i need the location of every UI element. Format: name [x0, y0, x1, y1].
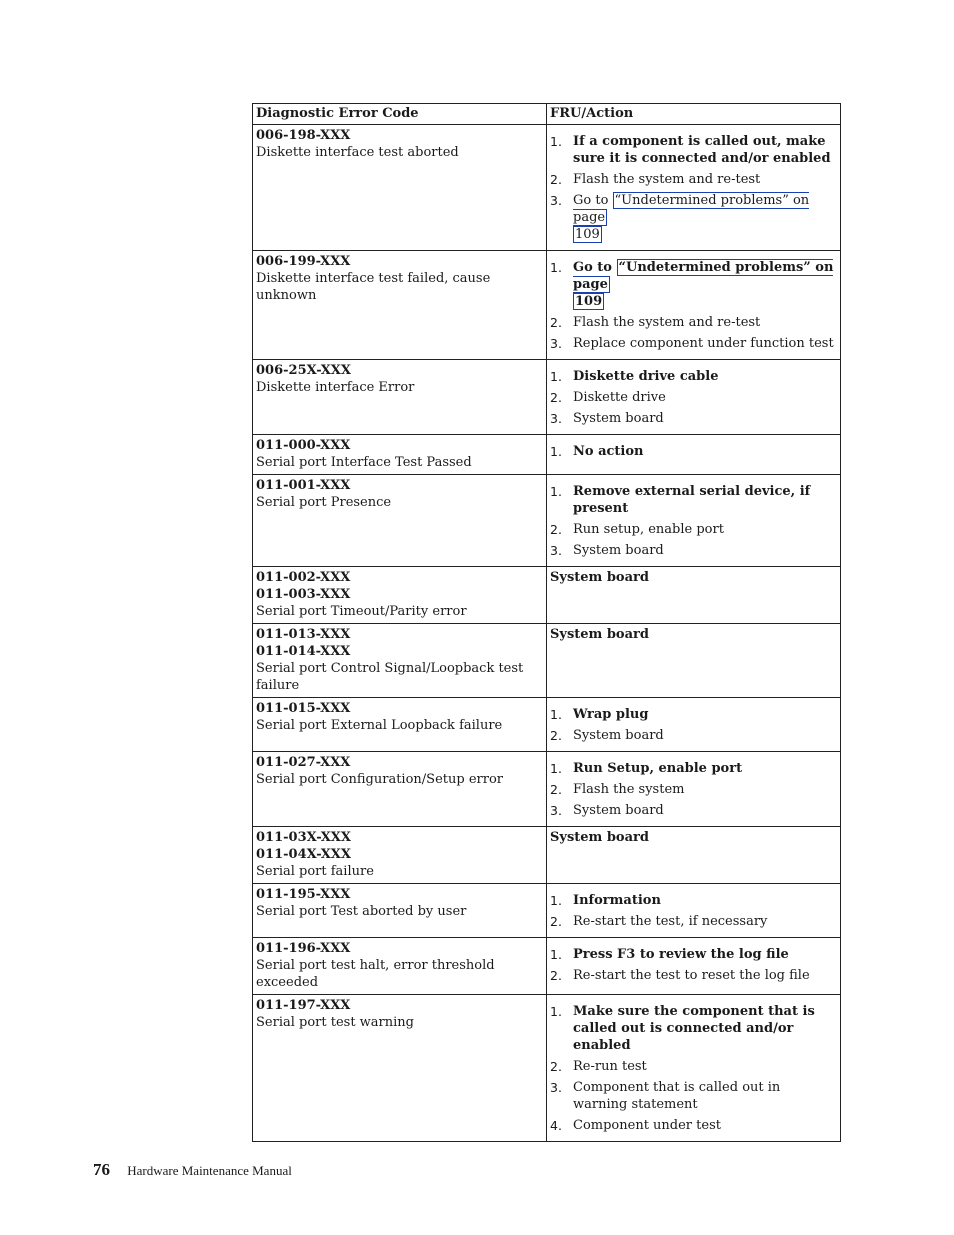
action-list — [550, 259, 837, 352]
action-number: 4. — [550, 1118, 562, 1133]
action-text: System board — [573, 728, 664, 743]
error-description: Serial port Control Signal/Loopback test failure — [256, 661, 524, 693]
action-item — [550, 368, 837, 385]
action-number: 1. — [550, 484, 562, 499]
action-list — [550, 946, 837, 984]
action-text-prefix: Go to — [573, 260, 617, 275]
cross-reference-link[interactable]: “Undetermined problems” on page — [573, 193, 810, 225]
error-code-cell — [253, 435, 547, 475]
action-text: Press F3 to review the log file — [573, 947, 789, 962]
error-description: Serial port Configuration/Setup error — [256, 772, 503, 787]
action-text: System board — [573, 543, 664, 558]
fru-action-cell — [547, 360, 841, 435]
action-text: Flash the system and re-test — [573, 315, 761, 330]
table-row — [253, 827, 841, 884]
error-description: Diskette interface Error — [256, 380, 415, 395]
table-row — [253, 698, 841, 752]
action-list — [550, 760, 837, 819]
action-number: 1. — [550, 260, 562, 275]
error-description: Serial port Test aborted by user — [256, 904, 467, 919]
action-list — [550, 443, 837, 460]
action-list — [550, 483, 837, 559]
action-text: Run Setup, enable port — [573, 761, 743, 776]
action-number: 3. — [550, 411, 562, 426]
fru-action-cell — [547, 827, 841, 884]
action-item — [550, 1003, 837, 1054]
error-code: 011-04X-XXX — [256, 847, 351, 862]
action-text: Wrap plug — [573, 707, 649, 722]
action-number: 1. — [550, 369, 562, 384]
action-item — [550, 314, 837, 331]
error-code-cell — [253, 698, 547, 752]
error-description: Serial port Presence — [256, 495, 392, 510]
action-item — [550, 913, 837, 930]
error-code: 006-198-XXX — [256, 128, 351, 143]
page-footer — [93, 1160, 292, 1180]
error-code: 011-001-XXX — [256, 478, 351, 493]
action-item — [550, 171, 837, 188]
error-description: Serial port test halt, error threshold exceeded — [256, 958, 495, 990]
action-item — [550, 967, 837, 984]
action-item — [550, 410, 837, 427]
action-item — [550, 1058, 837, 1075]
fru-action-cell — [547, 698, 841, 752]
action-text-prefix: Go to — [573, 193, 613, 208]
action-item — [550, 1117, 837, 1134]
action-number: 1. — [550, 893, 562, 908]
error-code-cell — [253, 624, 547, 698]
fru-action-cell — [547, 752, 841, 827]
action-item — [550, 192, 837, 243]
action-item — [550, 727, 837, 744]
action-text: Component under test — [573, 1118, 721, 1133]
error-code: 011-015-XXX — [256, 701, 351, 716]
error-code-cell — [253, 125, 547, 251]
action-item — [550, 706, 837, 723]
action-list — [550, 706, 837, 744]
error-code: 011-196-XXX — [256, 941, 351, 956]
error-code-cell — [253, 938, 547, 995]
action-text — [573, 192, 809, 243]
action-item — [550, 389, 837, 406]
error-code: 011-195-XXX — [256, 887, 351, 902]
error-code-cell — [253, 884, 547, 938]
action-item — [550, 781, 837, 798]
error-code: 006-199-XXX — [256, 254, 351, 269]
header-error-code: Diagnostic Error Code — [253, 104, 547, 125]
error-code-cell — [253, 475, 547, 567]
action-number: 2. — [550, 914, 562, 929]
action-number: 1. — [550, 947, 562, 962]
action-text: Information — [573, 893, 661, 908]
cross-reference-page-link[interactable]: 109 — [575, 294, 603, 309]
table-row — [253, 360, 841, 435]
action-number: 2. — [550, 1059, 562, 1074]
action-text: Flash the system — [573, 782, 685, 797]
action-item — [550, 443, 837, 460]
action-number: 2. — [550, 782, 562, 797]
fru-action-cell — [547, 995, 841, 1142]
fru-action-text: System board — [550, 627, 649, 642]
fru-action-cell — [547, 884, 841, 938]
error-code: 011-03X-XXX — [256, 830, 351, 845]
action-number: 1. — [550, 707, 562, 722]
action-list — [550, 133, 837, 243]
action-text: No action — [573, 444, 644, 459]
table-row — [253, 995, 841, 1142]
action-text: Run setup, enable port — [573, 522, 724, 537]
action-number: 2. — [550, 968, 562, 983]
action-number: 2. — [550, 172, 562, 187]
action-text: Replace component under function test — [573, 336, 834, 351]
error-code: 011-003-XXX — [256, 587, 351, 602]
header-fru-action: FRU/Action — [547, 104, 841, 125]
action-text: If a component is called out, make sure it is connected and/or enabled — [573, 134, 831, 166]
action-item — [550, 259, 837, 310]
action-number: 2. — [550, 390, 562, 405]
fru-action-text: System board — [550, 570, 649, 585]
action-number: 1. — [550, 134, 562, 149]
error-code: 011-014-XXX — [256, 644, 351, 659]
action-list — [550, 1003, 837, 1134]
error-description: Diskette interface test aborted — [256, 145, 459, 160]
action-number: 2. — [550, 522, 562, 537]
footer-title: Hardware Maintenance Manual — [127, 1163, 292, 1178]
action-item — [550, 760, 837, 777]
error-code-cell — [253, 827, 547, 884]
fru-action-cell — [547, 125, 841, 251]
table-row — [253, 251, 841, 360]
action-text: Flash the system and re-test — [573, 172, 761, 187]
error-code-cell — [253, 251, 547, 360]
action-number: 1. — [550, 1004, 562, 1019]
action-item — [550, 542, 837, 559]
error-code-cell — [253, 360, 547, 435]
action-item — [550, 802, 837, 819]
action-number: 3. — [550, 803, 562, 818]
table-row — [253, 938, 841, 995]
error-description: Diskette interface test failed, cause unknown — [256, 271, 491, 303]
action-item — [550, 133, 837, 167]
error-description: Serial port failure — [256, 864, 374, 879]
fru-action-cell — [547, 475, 841, 567]
fru-action-cell — [547, 567, 841, 624]
table-row — [253, 624, 841, 698]
action-text: Remove external serial device, if present — [573, 484, 811, 516]
table-row — [253, 567, 841, 624]
page-number: 76 — [93, 1160, 110, 1179]
cross-reference-page-link[interactable]: 109 — [575, 227, 600, 242]
error-description: Serial port External Loopback failure — [256, 718, 503, 733]
table-body — [253, 125, 841, 1142]
action-number: 3. — [550, 1080, 562, 1095]
table-header-row — [253, 104, 841, 125]
error-description: Serial port Timeout/Parity error — [256, 604, 467, 619]
action-number: 3. — [550, 336, 562, 351]
error-description: Serial port Interface Test Passed — [256, 455, 472, 470]
error-description: Serial port test warning — [256, 1015, 414, 1030]
fru-action-text: System board — [550, 830, 649, 845]
action-item — [550, 521, 837, 538]
action-text: Diskette drive cable — [573, 369, 719, 384]
error-code-cell — [253, 567, 547, 624]
error-code: 011-197-XXX — [256, 998, 351, 1013]
action-number: 2. — [550, 315, 562, 330]
action-number: 1. — [550, 761, 562, 776]
action-text: Make sure the component that is called out is connected and/or enabled — [573, 1004, 815, 1053]
table-row — [253, 752, 841, 827]
action-text: Re-start the test to reset the log file — [573, 968, 810, 983]
action-item — [550, 335, 837, 352]
action-item — [550, 1079, 837, 1113]
action-text: Component that is called out in warning statement — [573, 1080, 781, 1112]
table-row — [253, 125, 841, 251]
fru-action-cell — [547, 251, 841, 360]
action-list — [550, 368, 837, 427]
action-text: System board — [573, 803, 664, 818]
error-code: 006-25X-XXX — [256, 363, 351, 378]
error-code-cell — [253, 752, 547, 827]
action-number: 3. — [550, 193, 562, 208]
fru-action-cell — [547, 435, 841, 475]
table-row — [253, 475, 841, 567]
action-text: Diskette drive — [573, 390, 666, 405]
action-item — [550, 892, 837, 909]
error-code: 011-013-XXX — [256, 627, 351, 642]
action-item — [550, 946, 837, 963]
action-text: Re-run test — [573, 1059, 647, 1074]
action-list — [550, 892, 837, 930]
diagnostic-error-table — [252, 103, 841, 1142]
action-number: 1. — [550, 444, 562, 459]
action-text: Re-start the test, if necessary — [573, 914, 768, 929]
action-item — [550, 483, 837, 517]
error-code-cell — [253, 995, 547, 1142]
action-text: System board — [573, 411, 664, 426]
cross-reference-link[interactable]: “Undetermined problems” on page — [573, 260, 834, 292]
fru-action-cell — [547, 938, 841, 995]
error-code: 011-027-XXX — [256, 755, 351, 770]
error-code: 011-000-XXX — [256, 438, 351, 453]
table-row — [253, 884, 841, 938]
error-code: 011-002-XXX — [256, 570, 351, 585]
action-text — [573, 259, 833, 310]
table-row — [253, 435, 841, 475]
action-number: 2. — [550, 728, 562, 743]
fru-action-cell — [547, 624, 841, 698]
action-number: 3. — [550, 543, 562, 558]
